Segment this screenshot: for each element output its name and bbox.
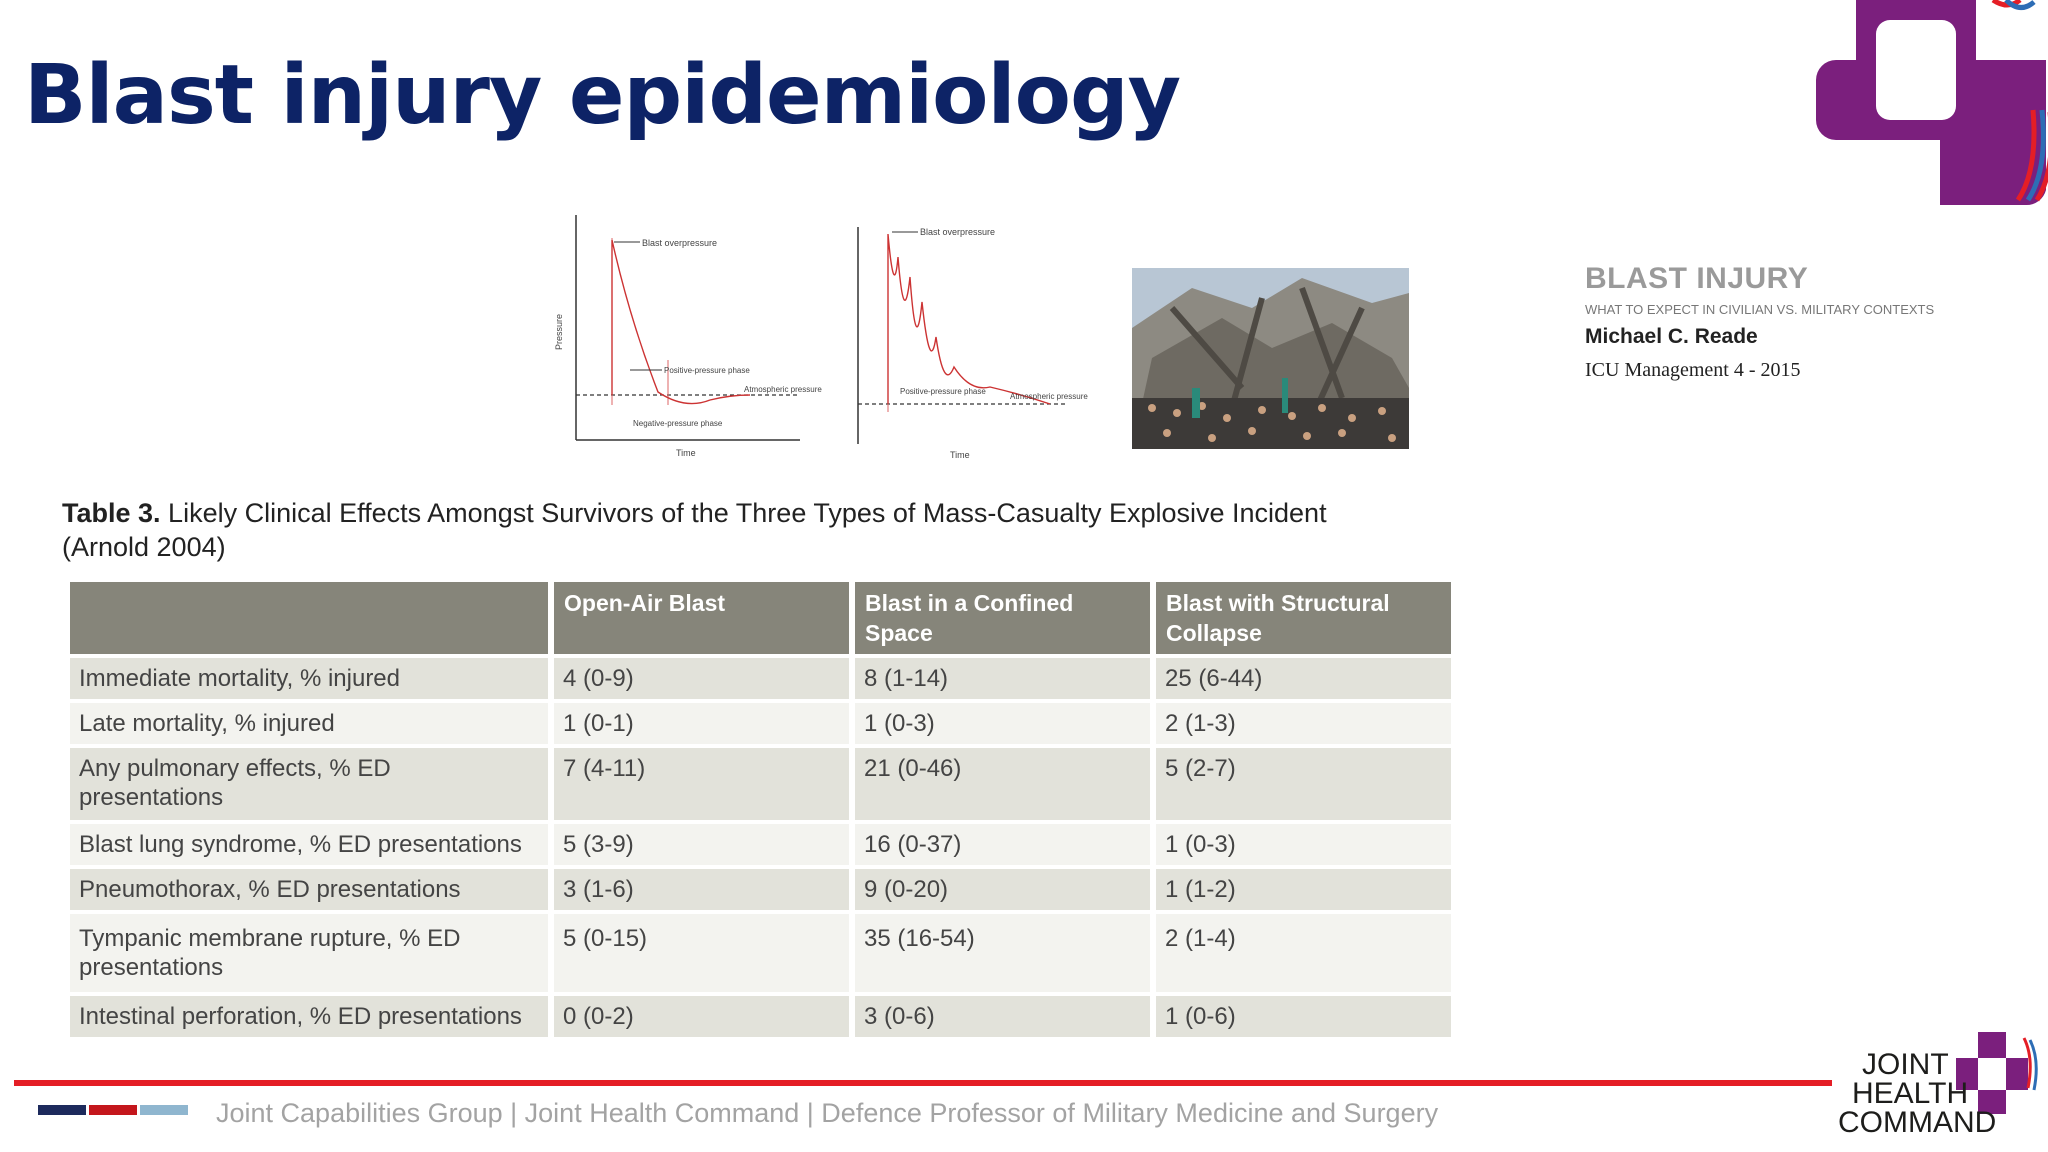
- table-header-open-air: Open-Air Blast: [554, 582, 849, 654]
- table-header-row: [70, 582, 1451, 654]
- cell-value: 1 (0-3): [855, 703, 1150, 744]
- cell-value: 35 (16-54): [855, 914, 1150, 992]
- cell-value: 2 (1-3): [1156, 703, 1451, 744]
- table-row: [70, 869, 1451, 910]
- article-reference: [1585, 262, 2005, 382]
- table-caption: [62, 496, 1412, 564]
- table-caption-label: Table 3.: [62, 498, 161, 528]
- table-row: [70, 658, 1451, 699]
- jhc-line-joint: JOINT: [1862, 1048, 1949, 1081]
- cell-value: 2 (1-4): [1156, 914, 1451, 992]
- cell-value: 9 (0-20): [855, 869, 1150, 910]
- row-label: Any pulmonary effects, % ED presentations: [70, 748, 548, 820]
- cell-value: 21 (0-46): [855, 748, 1150, 820]
- cell-value: 7 (4-11): [554, 748, 849, 820]
- label-positive-phase: Positive-pressure phase: [664, 366, 750, 375]
- slide-title: Blast injury epidemiology: [24, 48, 1181, 143]
- cell-value: 25 (6-44): [1156, 658, 1451, 699]
- table-row: [70, 996, 1451, 1037]
- cell-value: 5 (2-7): [1156, 748, 1451, 820]
- table-row: [70, 914, 1451, 992]
- table-header-empty: [70, 582, 548, 654]
- cross-logo-icon: [1808, 0, 2048, 210]
- axis-label-pressure: Pressure: [554, 313, 564, 350]
- confined-space-blast-waveform-diagram: [850, 222, 1088, 462]
- cell-value: 8 (1-14): [855, 658, 1150, 699]
- cell-value: 5 (0-15): [554, 914, 849, 992]
- label-blast-overpressure: Blast overpressure: [642, 238, 718, 248]
- axis-label-time: Time: [676, 448, 696, 458]
- table-header-collapse: Blast with Structural Collapse: [1156, 582, 1451, 654]
- cell-value: 0 (0-2): [554, 996, 849, 1037]
- reference-author: Michael C. Reade: [1585, 325, 1758, 348]
- footer-text: Joint Capabilities Group | Joint Health Command | Defence Professor of Military Medicine and Surgery: [216, 1098, 1439, 1128]
- cell-value: 1 (0-3): [1156, 824, 1451, 865]
- cell-value: 5 (3-9): [554, 824, 849, 865]
- jhc-line-health: HEALTH: [1852, 1077, 1969, 1110]
- open-air-blast-waveform-diagram: [550, 210, 822, 460]
- cell-value: 16 (0-37): [855, 824, 1150, 865]
- axis-label-time-2: Time: [950, 450, 970, 460]
- row-label: Tympanic membrane rupture, % ED presentations: [70, 914, 548, 992]
- table-row: [70, 748, 1451, 820]
- reference-journal: ICU Management 4 - 2015: [1585, 359, 1801, 381]
- row-label: Late mortality, % injured: [70, 703, 548, 744]
- label-positive-phase-2: Positive-pressure phase: [900, 387, 986, 396]
- clinical-effects-table: [64, 578, 1457, 1041]
- label-atmospheric-pressure-2: Atmospheric pressure: [1010, 392, 1088, 401]
- jhc-logo-text: [1838, 1050, 1996, 1137]
- label-blast-overpressure-2: Blast overpressure: [920, 227, 996, 237]
- row-label: Immediate mortality, % injured: [70, 658, 548, 699]
- row-label: Intestinal perforation, % ED presentations: [70, 996, 548, 1037]
- cell-value: 1 (0-1): [554, 703, 849, 744]
- cell-value: 1 (0-6): [1156, 996, 1451, 1037]
- reference-subtitle: WHAT TO EXPECT IN CIVILIAN VS. MILITARY CONTEXTS: [1585, 302, 1935, 317]
- label-negative-phase: Negative-pressure phase: [633, 419, 723, 428]
- row-label: Blast lung syndrome, % ED presentations: [70, 824, 548, 865]
- reference-title: BLAST INJURY: [1585, 262, 1809, 295]
- jhc-line-command: COMMAND: [1838, 1106, 1997, 1139]
- footer-color-bars: [38, 1105, 191, 1123]
- label-atmospheric-pressure: Atmospheric pressure: [744, 385, 822, 394]
- row-label: Pneumothorax, % ED presentations: [70, 869, 548, 910]
- cell-value: 3 (0-6): [855, 996, 1150, 1037]
- table-row: [70, 824, 1451, 865]
- table-row: [70, 703, 1451, 744]
- table-header-confined: Blast in a Confined Space: [855, 582, 1150, 654]
- footer-divider: [14, 1080, 1832, 1086]
- cell-value: 3 (1-6): [554, 869, 849, 910]
- table-caption-text: Likely Clinical Effects Amongst Survivors of the Three Types of Mass-Casualty Explosive Incident (Arnold 2004): [62, 498, 1327, 562]
- cell-value: 1 (1-2): [1156, 869, 1451, 910]
- cell-value: 4 (0-9): [554, 658, 849, 699]
- collapsed-building-photo: [1132, 268, 1409, 449]
